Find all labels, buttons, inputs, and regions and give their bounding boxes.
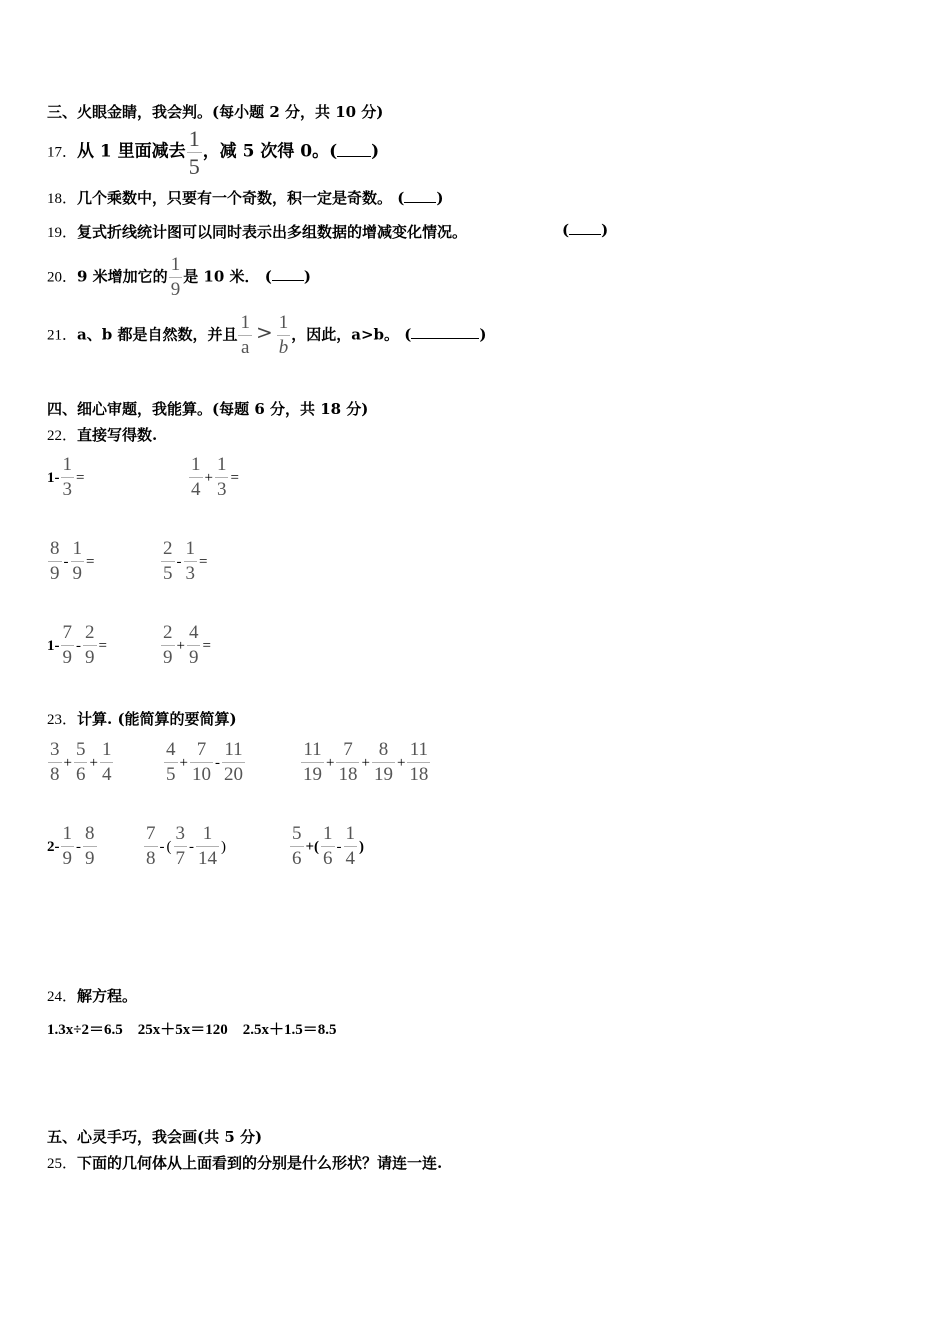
expression-2-5-minus-1-3 (160, 539, 208, 584)
close-paren: ) (436, 189, 444, 207)
question-text: a、b 都是自然数，并且 (77, 325, 238, 344)
fraction: $\frac{2}{5}$ (163, 538, 173, 584)
question-text: 从 1 里面减去 (77, 141, 186, 162)
operand: 1- (47, 469, 60, 486)
close-paren: ) (479, 325, 487, 344)
question-text: 下面的几何体从上面看到的分别是什么形状？请连一连. (77, 1154, 443, 1172)
calc-expression-1 (47, 740, 114, 785)
fraction: $\frac{8}{9}$ (50, 538, 60, 584)
plus-sign: + (326, 754, 335, 771)
question-24 (47, 985, 137, 1006)
question-19 (47, 221, 467, 242)
question-number: 21． (47, 327, 78, 344)
question-text-after: ，因此，a>b。 ( (291, 325, 412, 344)
open-paren: ( (166, 838, 172, 855)
operand: 2- (47, 838, 60, 855)
question-text-after: 是 10 米． ( (183, 267, 272, 286)
fraction: $\frac{8}{9}$ (85, 823, 95, 869)
question-number: 24． (47, 989, 78, 1005)
plus-sign: + (204, 469, 213, 486)
fraction: $\frac{8}{19}$ (373, 739, 393, 785)
plus-sign: + (179, 754, 188, 771)
question-20 (47, 255, 311, 300)
fraction: $\frac{5}{6}$ (292, 823, 302, 869)
fraction: $\frac{1}{14}$ (198, 823, 217, 869)
fraction: $\frac{1}{4}$ (345, 823, 356, 869)
close-paren: ) (371, 141, 380, 162)
close-paren: ) (303, 267, 311, 286)
fraction: $\frac{7}{18}$ (338, 739, 358, 785)
fraction: $\frac{3}{8}$ (50, 739, 60, 785)
equals-sign: = (202, 637, 211, 654)
plus-sign: + (63, 754, 72, 771)
plus-open-paren: +( (305, 838, 320, 855)
question-17 (47, 127, 379, 178)
minus-sign: - (76, 838, 81, 855)
expression-1-minus-7-9-minus-2-9 (47, 623, 108, 668)
fraction: $\frac{1}{4}$ (191, 454, 201, 500)
fraction: $\frac{4}{5}$ (166, 739, 176, 785)
plus-sign: + (361, 754, 370, 771)
section-4-title: 四、细心审题，我能算。(每题 6 分，共 18 分) (47, 400, 369, 418)
question-number: 17． (47, 144, 78, 161)
fraction-1-over-a: $\frac{1}{a}$ (240, 312, 250, 358)
calc-expression-3 (300, 740, 431, 785)
minus-sign: - (176, 553, 182, 570)
question-19-answer (562, 221, 608, 239)
minus-sign: - (214, 754, 220, 771)
question-text: 9 米增加它的 (77, 267, 168, 286)
fraction: $\frac{1}{3}$ (216, 454, 227, 500)
plus-sign: + (176, 637, 185, 654)
fraction-1-over-b: $\frac{1}{b}$ (278, 312, 289, 358)
fraction: $\frac{7}{10}$ (191, 739, 211, 785)
fraction: $\frac{3}{7}$ (175, 823, 185, 869)
fraction: $\frac{11}{18}$ (409, 739, 429, 785)
answer-blank[interactable] (272, 280, 304, 281)
expression-1-4-plus-1-3 (188, 455, 240, 500)
section-3-title: 三、火眼金睛，我会判。(每小题 2 分，共 10 分) (47, 103, 384, 121)
minus-sign: - (159, 838, 165, 855)
equals-sign: = (86, 553, 95, 570)
question-number: 23． (47, 712, 78, 728)
fraction: $\frac{1}{4}$ (101, 739, 112, 785)
expression-2-9-plus-4-9 (160, 623, 212, 668)
calc-expression-4 (47, 824, 98, 869)
minus-sign: - (63, 553, 69, 570)
fraction: $\frac{1}{6}$ (323, 823, 333, 869)
minus-sign: - (76, 637, 81, 654)
fraction: $\frac{2}{9}$ (85, 622, 95, 668)
fraction: $\frac{1}{5}$ (188, 126, 200, 180)
expression-8-9-minus-1-9 (47, 539, 95, 584)
equations-line: 1.3x÷2＝6.5 25x＋5x＝120 2.5x＋1.5＝8.5 (47, 1022, 337, 1038)
question-21 (47, 313, 486, 358)
answer-blank[interactable] (337, 156, 371, 157)
open-paren: ( (562, 221, 570, 239)
question-25 (47, 1152, 442, 1173)
answer-blank[interactable] (569, 234, 601, 235)
calc-expression-6 (289, 824, 365, 869)
question-text-after: ，减 5 次得 0。( (202, 141, 338, 162)
question-number: 19． (47, 225, 78, 241)
question-number: 22． (47, 428, 78, 444)
question-number: 20． (47, 269, 78, 286)
fraction: $\frac{11}{20}$ (223, 739, 243, 785)
fraction: $\frac{1}{3}$ (62, 454, 72, 500)
equals-sign: = (199, 553, 208, 570)
section-5-title: 五、心灵手巧，我会画(共 5 分) (47, 1128, 263, 1146)
question-number: 25． (47, 1156, 78, 1172)
minus-sign: - (336, 838, 342, 855)
question-18 (47, 187, 443, 208)
fraction: $\frac{4}{9}$ (188, 622, 199, 668)
fraction: $\frac{7}{9}$ (62, 622, 72, 668)
question-text: 直接写得数. (77, 426, 158, 444)
plus-sign: + (396, 754, 406, 771)
calc-expression-5 (143, 824, 227, 869)
question-22 (47, 424, 157, 445)
equals-sign: = (98, 637, 107, 654)
fraction: $\frac{2}{9}$ (163, 622, 173, 668)
question-text: 解方程。 (77, 987, 138, 1005)
calc-expression-2 (163, 740, 246, 785)
fraction: $\frac{7}{8}$ (146, 823, 156, 869)
question-text: 复式折线统计图可以同时表示出多组数据的增减变化情况。 (77, 223, 468, 241)
equals-sign: = (230, 469, 239, 486)
minus-sign: - (189, 838, 194, 855)
fraction: $\frac{1}{3}$ (185, 538, 195, 584)
fraction: $\frac{1}{9}$ (62, 823, 72, 869)
equals-sign: = (76, 469, 85, 486)
close-paren: ) (601, 221, 609, 239)
question-text: 计算. (能简算的要简算) (77, 710, 237, 728)
answer-blank[interactable] (404, 202, 436, 203)
fraction: $\frac{1}{9}$ (170, 254, 181, 300)
operand: 1- (47, 637, 60, 654)
question-number: 18． (47, 191, 78, 207)
fraction: $\frac{5}{6}$ (75, 739, 86, 785)
fraction: $\frac{11}{19}$ (303, 739, 322, 785)
greater-than: > (255, 320, 273, 345)
close-paren: ) (359, 838, 365, 855)
plus-sign: + (89, 754, 98, 771)
question-23 (47, 708, 237, 729)
expression-1-minus-1-3 (47, 455, 85, 500)
question-text: 几个乘数中，只要有一个奇数，积一定是奇数。 ( (77, 189, 405, 207)
close-paren: ) (221, 838, 226, 855)
fraction: $\frac{1}{9}$ (72, 538, 82, 584)
answer-blank[interactable] (411, 338, 479, 339)
